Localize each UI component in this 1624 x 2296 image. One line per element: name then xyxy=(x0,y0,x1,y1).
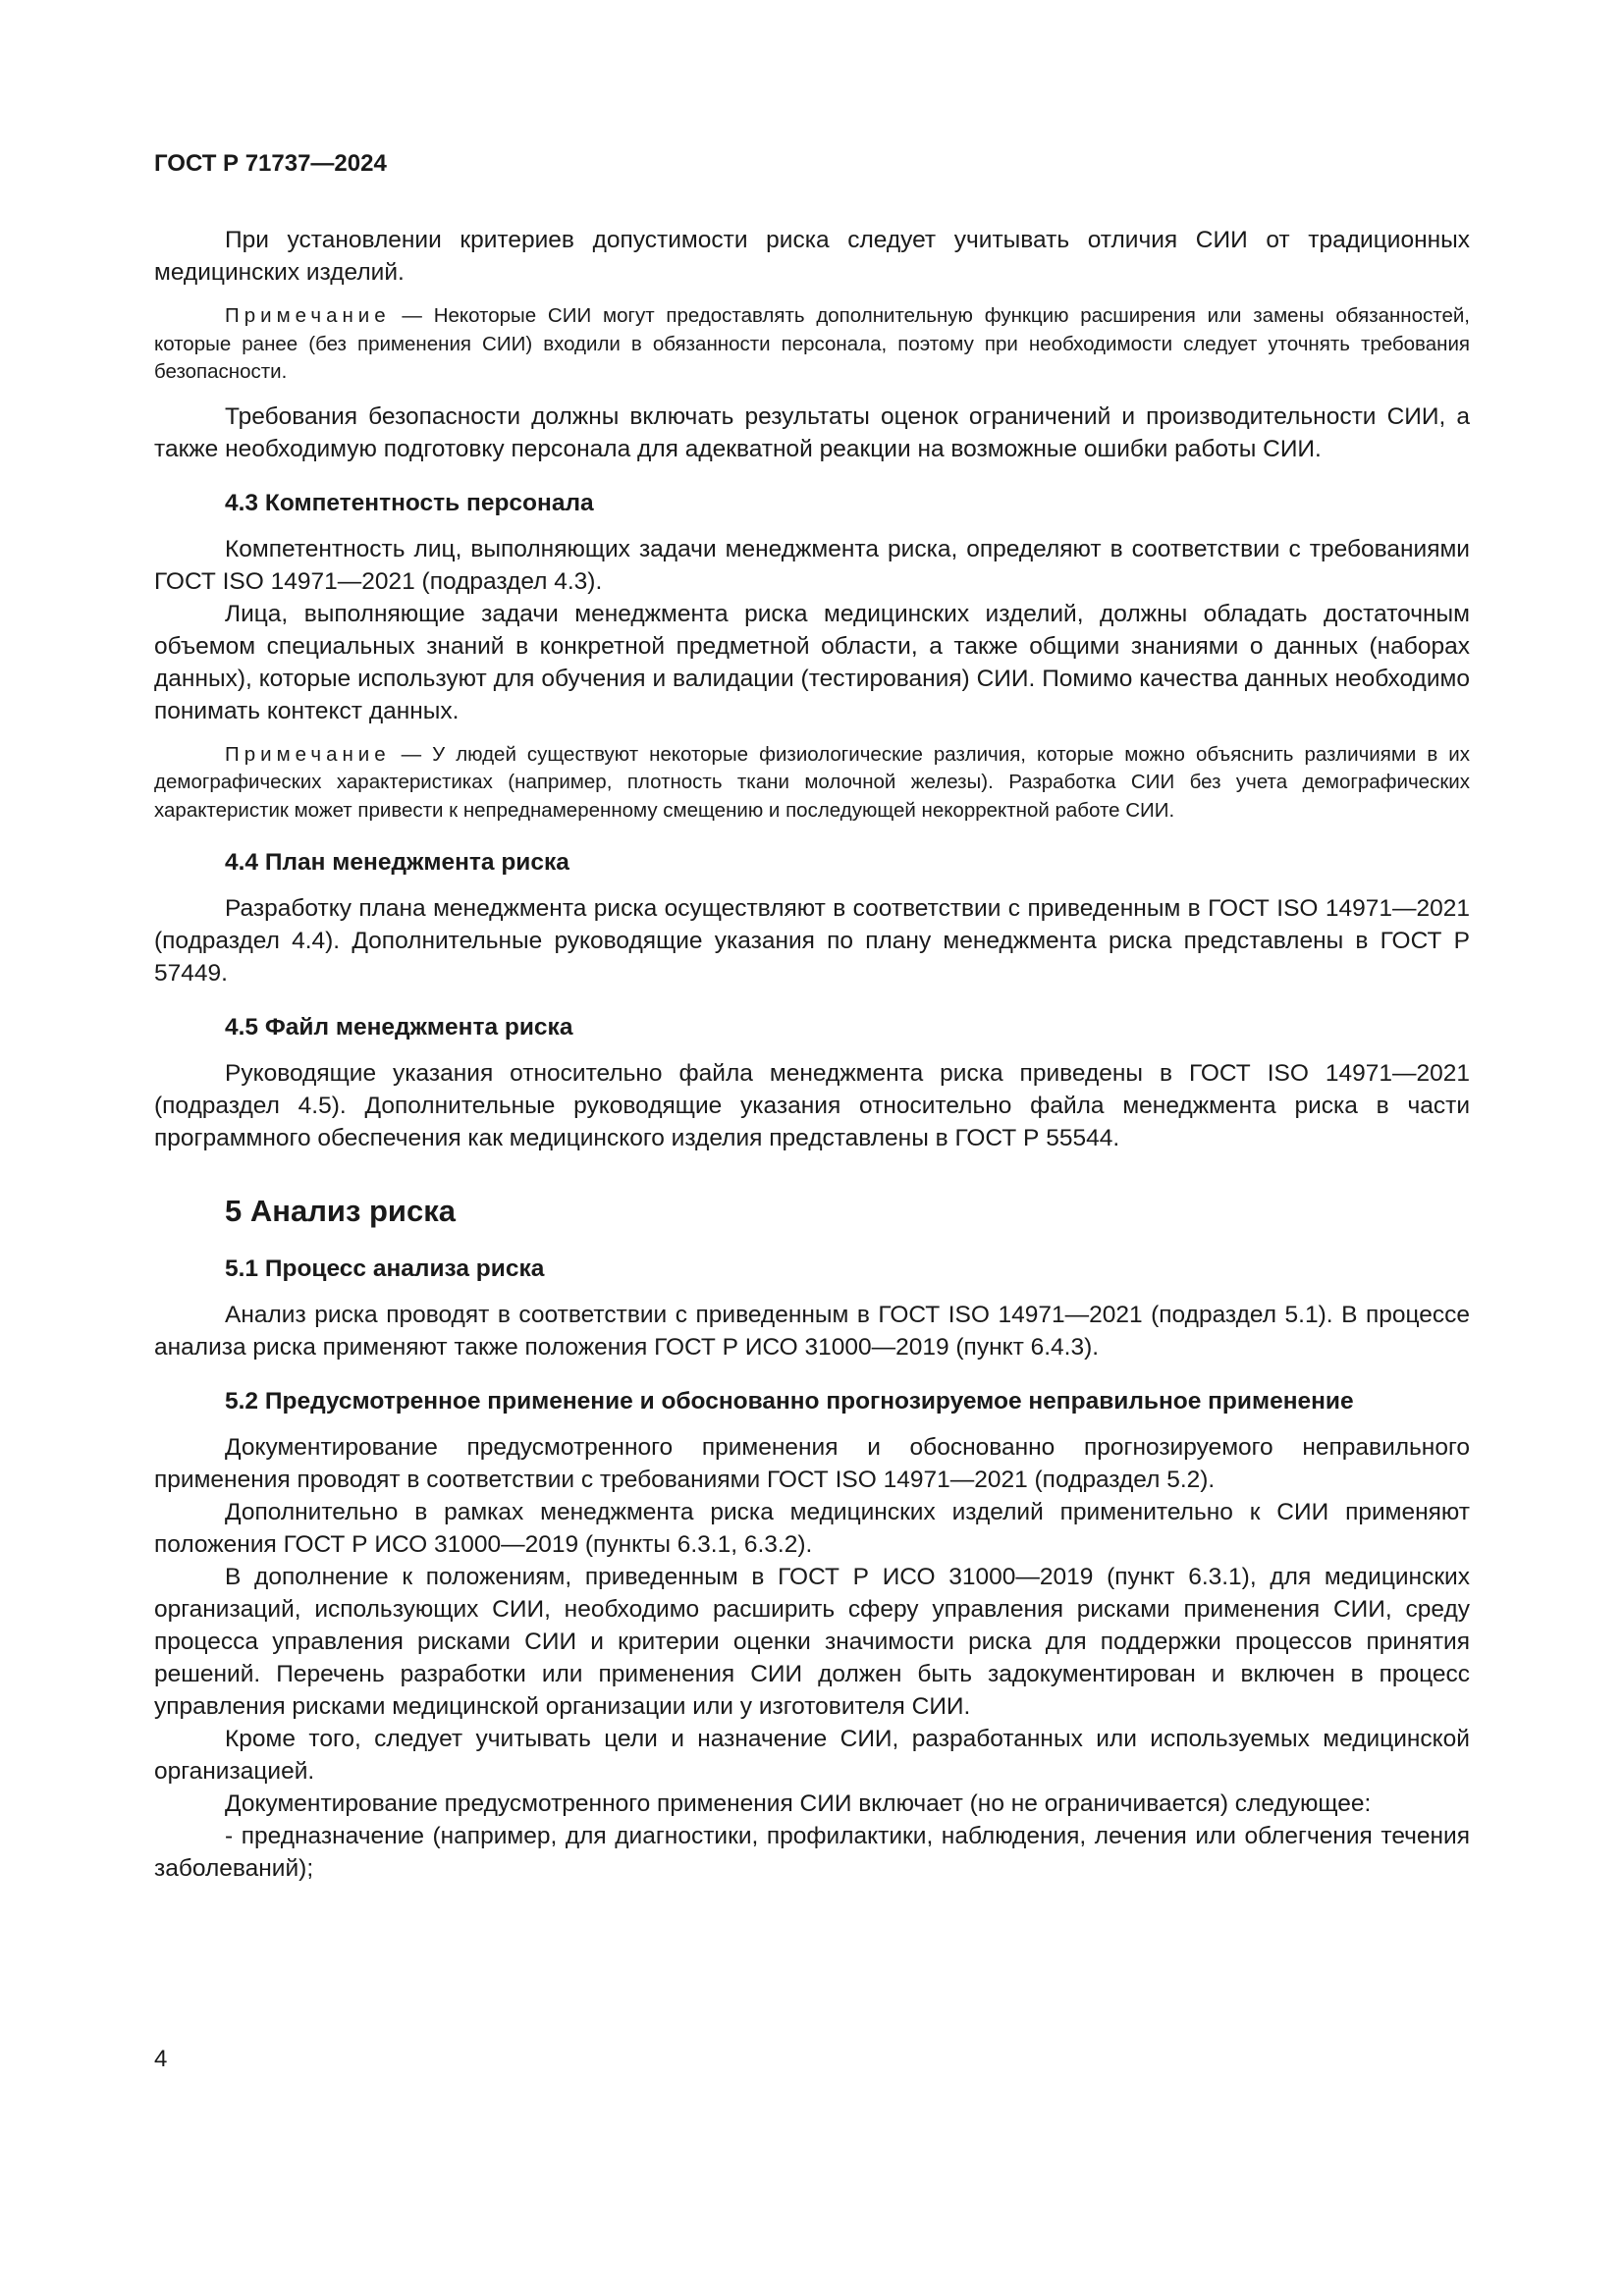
document-header: ГОСТ Р 71737—2024 xyxy=(154,150,387,177)
page-body xyxy=(154,224,1470,1885)
subsection-heading: 5.1 Процесс анализа риска xyxy=(225,1255,545,1282)
subsection-heading: 5.2 Предусмотренное применение и обоснованно прогнозируемое неправильное применение xyxy=(225,1388,1354,1415)
body-paragraph: Лица, выполняющие задачи менеджмента риска медицинских изделий, должны обладать достаточным объемом специальных знаний в конкретной предметной области, а также общими знаниями о данных (наборах данных), которые используют для обучения и валидации (тестирования) СИИ. Помимо качества данных необходимо понимать контекст данных. xyxy=(154,600,1470,724)
body-paragraph: - предназначение (например, для диагностики, профилактики, наблюдения, лечения или облегчения течения заболеваний); xyxy=(154,1823,1470,1882)
body-paragraph: Анализ риска проводят в соответствии с приведенным в ГОСТ ISO 14971—2021 (подраздел 5.1). В процессе анализа риска применяют также положения ГОСТ Р ИСО 31000—2019 (пункт 6.4.3). xyxy=(154,1302,1470,1361)
body-paragraph: В дополнение к положениям, приведенным в ГОСТ Р ИСО 31000—2019 (пункт 6.3.1), для медицинских организаций, использующих СИИ, необходимо расширить сферу управления рисками применения СИИ, среду процесса управления рисками СИИ и критерии оценки значимости риска для поддержки процессов принятия решений. Перечень разработки или применения СИИ должен быть задокументирован и включен в процесс управления рисками медицинской организации или у изготовителя СИИ. xyxy=(154,1564,1470,1720)
body-paragraph: При установлении критериев допустимости риска следует учитывать отличия СИИ от традиционных медицинских изделий. xyxy=(154,227,1470,286)
body-paragraph: Документирование предусмотренного применения и обоснованно прогнозируемого неправильного применения проводят в соответствии с требованиями ГОСТ ISO 14971—2021 (подраздел 5.2). xyxy=(154,1434,1470,1493)
section-heading: 5 Анализ риска xyxy=(225,1194,456,1228)
note-label: Примечание xyxy=(225,304,391,327)
subsection-heading: 4.5 Файл менеджмента риска xyxy=(225,1014,573,1041)
note-paragraph xyxy=(154,741,1470,826)
page-number: 4 xyxy=(154,2046,168,2072)
note-text: — У людей существуют некоторые физиологические различия, которые можно объяснить различиями в их демографических характеристиках (например, плотность ткани молочной железы). Разработка СИИ без учета демографических характеристик может привести к непреднамеренному смещению и последующей некорректной работе СИИ. xyxy=(154,742,1470,822)
note-paragraph xyxy=(154,302,1470,387)
body-paragraph: Разработку плана менеджмента риска осуществляют в соответствии с приведенным в ГОСТ ISO 14971—2021 (подраздел 4.4). Дополнительные руководящие указания по плану менеджмента риска представлены в ГОСТ Р 57449. xyxy=(154,895,1470,987)
note-text: — Некоторые СИИ могут предоставлять дополнительную функцию расширения или замены обязанностей, которые ранее (без применения СИИ) входили в обязанности персонала, поэтому при необходимости следует уточнять требования безопасности. xyxy=(154,304,1470,383)
body-paragraph: Требования безопасности должны включать результаты оценок ограничений и производительности СИИ, а также необходимую подготовку персонала для адекватной реакции на возможные ошибки работы СИИ. xyxy=(154,402,1470,462)
body-paragraph: Компетентность лиц, выполняющих задачи менеджмента риска, определяют в соответствии с требованиями ГОСТ ISO 14971—2021 (подраздел 4.3). xyxy=(154,535,1470,595)
body-paragraph: Дополнительно в рамках менеджмента риска медицинских изделий применительно к СИИ применяют положения ГОСТ Р ИСО 31000—2019 (пункты 6.3.1, 6.3.2). xyxy=(154,1499,1470,1558)
body-paragraph: Документирование предусмотренного применения СИИ включает (но не ограничивается) следующее: xyxy=(225,1790,1372,1817)
subsection-heading: 4.4 План менеджмента риска xyxy=(225,849,569,876)
body-paragraph: Руководящие указания относительно файла менеджмента риска приведены в ГОСТ ISO 14971—2021 (подраздел 4.5). Дополнительные руководящие указания относительно файла менеджмента риска в части программного обеспечения как медицинского изделия представлены в ГОСТ Р 55544. xyxy=(154,1060,1470,1151)
subsection-heading: 4.3 Компетентность персонала xyxy=(225,489,594,516)
body-paragraph: Кроме того, следует учитывать цели и назначение СИИ, разработанных или используемых медицинской организацией. xyxy=(154,1726,1470,1785)
note-label: Примечание xyxy=(225,742,391,766)
